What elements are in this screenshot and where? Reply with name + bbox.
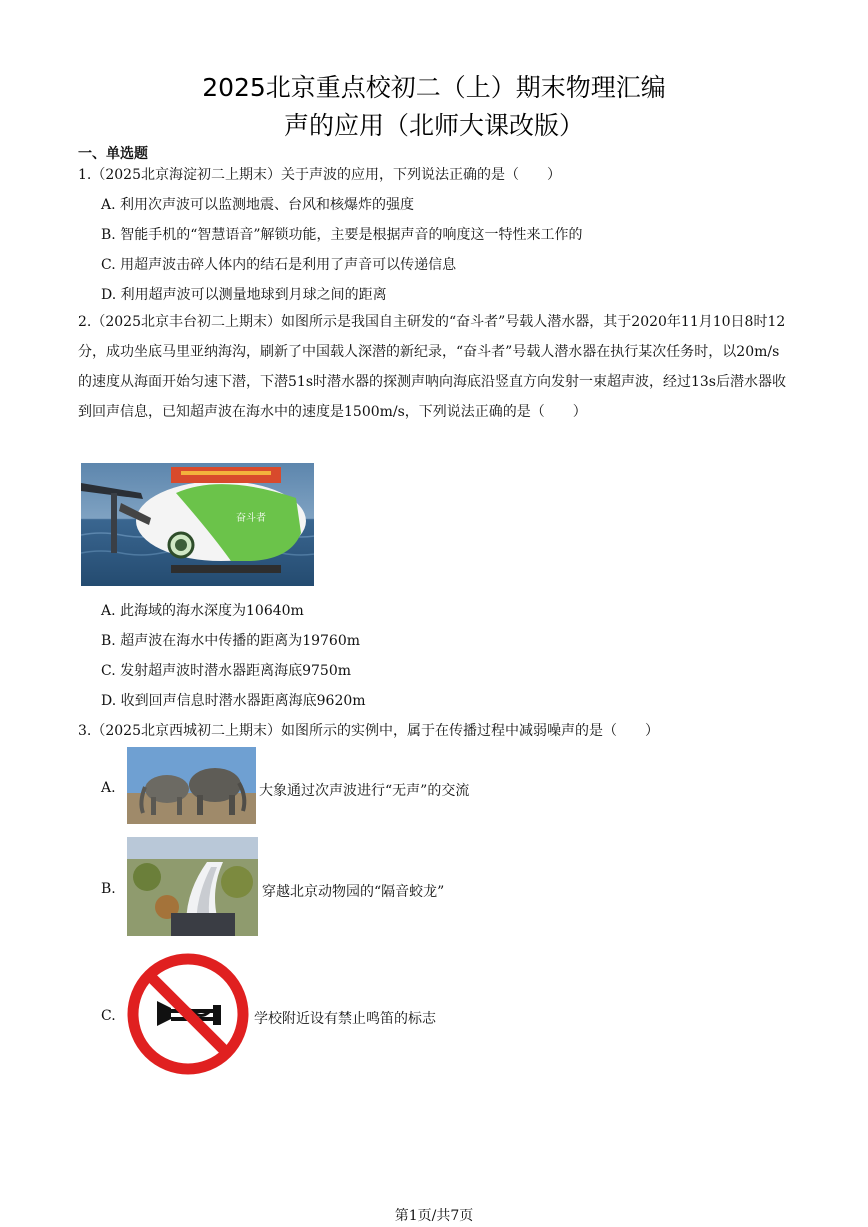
question-2-option-a: A. 此海域的海水深度为10640m bbox=[101, 603, 304, 619]
question-3-stem: 3.（2025北京西城初二上期末）如图所示的实例中，属于在传播过程中减弱噪声的是（ ） bbox=[78, 723, 659, 739]
question-1-option-a: A. 利用次声波可以监测地震、台风和核爆炸的强度 bbox=[101, 197, 415, 213]
question-3-option-c-letter: C. bbox=[101, 1008, 116, 1024]
question-2-option-d: D. 收到回声信息时潜水器距离海底9620m bbox=[101, 693, 366, 709]
question-1-option-d: D. 利用超声波可以测量地球到月球之间的距离 bbox=[101, 287, 387, 303]
question-1-stem: 1.（2025北京海淀初二上期末）关于声波的应用，下列说法正确的是（ ） bbox=[78, 167, 561, 183]
question-3-option-c-text: 学校附近设有禁止鸣笛的标志 bbox=[254, 1011, 436, 1027]
elephants-photo bbox=[127, 747, 256, 824]
document-subtitle: 声的应用（北师大课改版） bbox=[283, 111, 584, 140]
question-1-option-c: C. 用超声波击碎人体内的结石是利用了声音可以传递信息 bbox=[101, 257, 457, 273]
section-heading: 一、单选题 bbox=[78, 146, 148, 162]
page-indicator: 第1页/共7页 bbox=[394, 1208, 474, 1224]
question-2-stem: 2.（2025北京丰台初二上期末）如图所示是我国自主研发的“奋斗者”号载人潜水器，其于2020年11月10日8时12分，成功坐底马里亚纳海沟，刷新了中国载人深潜的新纪录，“奋斗者”号载人潜水器在执行某次任务时，以20m/s的速度从海面开始匀速下潜，下潜51s时潜水器的探测声呐向海底沿竖直方向发射一束超声波，经过13s后潜水器收到回声信息，已知超声波在海水中的速度是1500m/s，下列说法正确的是（ ） bbox=[78, 314, 786, 420]
question-3-option-b-letter: B. bbox=[101, 881, 116, 897]
question-2-option-b: B. 超声波在海水中传播的距离为19760m bbox=[101, 633, 360, 649]
question-2-option-c: C. 发射超声波时潜水器距离海底9750m bbox=[101, 663, 352, 679]
no-honking-sign-icon bbox=[127, 953, 249, 1075]
question-1-option-b: B. 智能手机的“智慧语音”解锁功能，主要是根据声音的响度这一特性来工作的 bbox=[101, 227, 583, 243]
question-3-option-a-text: 大象通过次声波进行“无声”的交流 bbox=[259, 783, 470, 799]
question-3-option-b-text: 穿越北京动物园的“隔音蛟龙” bbox=[262, 884, 445, 900]
submarine-photo bbox=[81, 463, 314, 586]
sound-barrier-photo bbox=[127, 837, 258, 936]
question-3-option-a-letter: A. bbox=[101, 780, 116, 796]
submarine-name-label: 奋斗者 bbox=[236, 513, 266, 524]
document-title: 2025北京重点校初二（上）期末物理汇编 bbox=[202, 73, 666, 102]
